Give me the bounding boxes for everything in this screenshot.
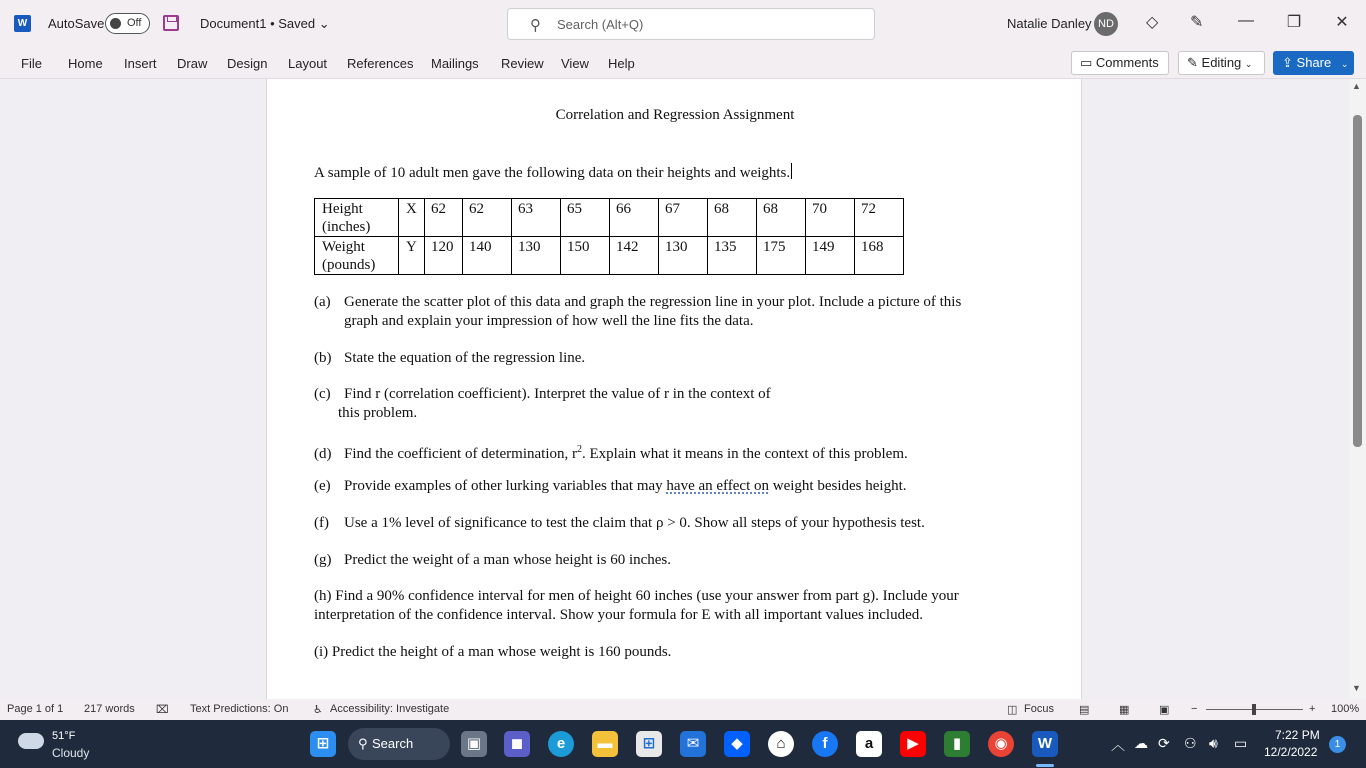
scroll-up-icon[interactable]: ▲ [1352, 81, 1361, 91]
tab-mailings[interactable]: Mailings [431, 56, 479, 71]
premium-diamond-icon[interactable]: ◇ [1146, 14, 1159, 31]
question-h: (h) Find a 90% confidence interval for men of height 60 inches (use your answer from part g). Include your interpretation of the confidence interval. Show your formula for E with all important values included. [314, 588, 959, 623]
table-cell: 140 [463, 237, 512, 275]
scrollbar-thumb[interactable] [1353, 115, 1362, 447]
sync-icon[interactable]: ⟳ [1158, 735, 1170, 751]
grammar-suggestion[interactable]: have an effect on [666, 478, 770, 494]
tab-design[interactable]: Design [227, 56, 268, 71]
onedrive-icon[interactable]: ☁ [1134, 735, 1148, 751]
store-icon[interactable]: ⊞ [636, 731, 662, 757]
table-cell: 142 [610, 237, 659, 275]
restore-icon[interactable]: ❐ [1286, 14, 1302, 31]
table-cell: 70 [806, 199, 855, 237]
status-bar [0, 699, 1366, 720]
text-cursor [791, 163, 792, 179]
read-mode-icon[interactable]: ▤ [1079, 704, 1090, 716]
chrome-icon[interactable]: ◉ [988, 731, 1014, 757]
table-cell: 65 [561, 199, 610, 237]
tab-layout[interactable]: Layout [288, 56, 328, 71]
user-name[interactable]: Natalie Danley [1007, 16, 1092, 31]
tab-draw[interactable]: Draw [177, 56, 208, 71]
taskbar-search-icon: ⚲ [358, 736, 368, 751]
table-cell: 150 [561, 237, 610, 275]
share-label: Share [1296, 55, 1332, 70]
tab-home[interactable]: Home [68, 56, 103, 71]
network-icon[interactable]: ⚇ [1184, 735, 1197, 751]
clock-time[interactable]: 7:22 PM [1275, 728, 1320, 742]
pencil-icon: ✎ [1187, 55, 1198, 70]
question-c: (c) Find r (correlation coefficient). Interpret the value of r in the context of this problem. [314, 386, 771, 421]
table-cell: 67 [659, 199, 708, 237]
accessibility-status[interactable]: Accessibility: Investigate [330, 703, 450, 715]
zoom-slider-thumb[interactable] [1252, 704, 1256, 715]
task-view-icon[interactable]: ▣ [461, 731, 487, 757]
table-row [315, 199, 904, 237]
chevron-down-icon: ⌄ [1244, 59, 1253, 69]
comments-label: Comments [1095, 55, 1159, 70]
comment-icon: ▭ [1080, 55, 1093, 70]
ribbon-tabs [0, 47, 1366, 79]
table-cell: 72 [855, 199, 904, 237]
proofing-icon[interactable]: ⌧ [156, 704, 169, 716]
table-cell: 149 [806, 237, 855, 275]
focus-mode[interactable]: Focus [1024, 703, 1054, 715]
notification-badge[interactable]: 1 [1329, 736, 1346, 753]
edge-icon[interactable]: e [548, 731, 574, 757]
document-name[interactable]: Document1 • Saved ⌄ [200, 16, 330, 31]
scroll-down-icon[interactable]: ▼ [1352, 683, 1361, 693]
zoom-level[interactable]: 100% [1331, 703, 1360, 715]
intro-text: A sample of 10 adult men gave the following data on their heights and weights. [314, 165, 791, 181]
close-icon[interactable]: ✕ [1335, 14, 1349, 31]
table-cell: 62 [463, 199, 512, 237]
table-cell: Y [399, 237, 425, 275]
intro-paragraph [314, 163, 792, 182]
share-button[interactable] [1273, 51, 1354, 75]
page-title: Correlation and Regression Assignment [555, 107, 795, 123]
share-chevron-icon[interactable]: ⌄ [1340, 59, 1349, 69]
zoom-in-icon[interactable]: + [1309, 703, 1316, 715]
file-explorer-icon[interactable]: ▬ [592, 731, 618, 757]
cloud-icon[interactable] [18, 733, 44, 749]
table-cell: Height (inches) [315, 199, 399, 237]
table-cell: 130 [512, 237, 561, 275]
amazon-icon[interactable]: a [856, 731, 882, 757]
table-cell: X [399, 199, 425, 237]
tray-overflow-icon[interactable]: ︿ [1111, 737, 1125, 753]
table-cell: 120 [425, 237, 463, 275]
clock-date[interactable]: 12/2/2022 [1264, 745, 1318, 759]
data-table [314, 198, 904, 275]
table-cell: 68 [708, 199, 757, 237]
search-placeholder: Search (Alt+Q) [557, 17, 644, 32]
question-e: (e) Provide examples of other lurking variables that may have an effect on weight besides height. [314, 478, 907, 494]
table-cell: 62 [425, 199, 463, 237]
table-cell: 168 [855, 237, 904, 275]
word-taskbar-icon[interactable]: W [1032, 731, 1058, 757]
taskbar [0, 720, 1366, 768]
comments-button[interactable] [1071, 51, 1169, 75]
page-count[interactable]: Page 1 of 1 [7, 703, 64, 715]
tab-review[interactable]: Review [501, 56, 544, 71]
dropbox-icon[interactable]: ◆ [724, 731, 750, 757]
avatar[interactable]: ND [1094, 12, 1118, 36]
question-f: (f) Use a 1% level of significance to test the claim that ρ > 0. Show all steps of your hypothesis test. [314, 515, 925, 531]
text-predictions[interactable]: Text Predictions: On [190, 703, 289, 715]
table-cell: Weight (pounds) [315, 237, 399, 275]
question-a: (a) Generate the scatter plot of this data and graph the regression line in your plot. Include a picture of this graph and explain your impression of how well the line fits the data. [314, 294, 962, 329]
question-d: (d) Find the coefficient of determination, $r^2$. Explain what it means in the context of this problem. [314, 444, 908, 462]
tab-insert[interactable]: Insert [124, 56, 157, 71]
question-g: (g) Predict the weight of a man whose height is 60 inches. [314, 552, 672, 568]
share-icon: ⇪ [1282, 55, 1293, 70]
tab-help[interactable]: Help [608, 56, 635, 71]
weather-temperature[interactable]: 51°F [52, 730, 76, 742]
document-canvas[interactable] [0, 79, 1349, 699]
taskbar-search[interactable] [348, 728, 450, 760]
web-layout-icon[interactable]: ▣ [1159, 704, 1170, 716]
question-i: (i) Predict the height of a man whose weight is 160 pounds. [314, 644, 672, 660]
tab-references[interactable]: References [347, 56, 414, 71]
focus-icon: ◫ [1007, 704, 1018, 716]
active-app-indicator [1036, 764, 1054, 767]
table-cell: 66 [610, 199, 659, 237]
zoom-out-icon[interactable]: − [1191, 703, 1198, 715]
autosave-state: Off [127, 17, 142, 29]
start-icon[interactable]: ⊞ [310, 731, 336, 757]
webex-icon[interactable]: ⌂ [768, 731, 794, 757]
word-app-icon: W [14, 15, 31, 32]
autosave-toggle[interactable] [105, 13, 150, 34]
editing-label: Editing [1201, 55, 1242, 70]
table-cell: 135 [708, 237, 757, 275]
editing-mode-button[interactable] [1178, 51, 1265, 75]
title-bar [0, 0, 1366, 47]
question-b: (b) State the equation of the regression line. [314, 350, 586, 366]
print-layout-icon[interactable]: ▦ [1119, 704, 1130, 716]
save-icon[interactable] [163, 15, 179, 31]
search-icon: ⚲ [530, 17, 541, 34]
minimize-icon[interactable]: — [1238, 12, 1254, 29]
word-count[interactable]: 217 words [84, 703, 135, 715]
tab-view[interactable]: View [561, 56, 589, 71]
vertical-scrollbar[interactable] [1349, 79, 1366, 699]
table-row [315, 237, 904, 275]
table-cell: 130 [659, 237, 708, 275]
youtube-icon[interactable]: ▶ [900, 731, 926, 757]
mail-icon[interactable]: ✉ [680, 731, 706, 757]
accessibility-icon: ♿ [313, 704, 323, 716]
taskbar-search-label: Search [372, 736, 414, 751]
table-cell: 68 [757, 199, 806, 237]
battery-icon[interactable]: ▭ [1234, 735, 1248, 751]
document-page[interactable] [266, 79, 1082, 699]
facebook-icon[interactable]: f [812, 731, 838, 757]
table-cell: 175 [757, 237, 806, 275]
teams-chat-icon[interactable]: ◼ [504, 731, 530, 757]
weather-condition[interactable]: Cloudy [52, 746, 90, 760]
tab-file[interactable]: File [21, 56, 42, 71]
toggle-knob [110, 18, 121, 29]
autosave-label: AutoSave [48, 16, 105, 31]
volume-icon[interactable]: 🔊︎ [1209, 735, 1218, 751]
table-cell: 63 [512, 199, 561, 237]
gift-box-icon[interactable]: ▮ [944, 731, 970, 757]
designer-pen-icon[interactable]: ✎ [1190, 14, 1204, 31]
search-input[interactable] [507, 8, 875, 40]
